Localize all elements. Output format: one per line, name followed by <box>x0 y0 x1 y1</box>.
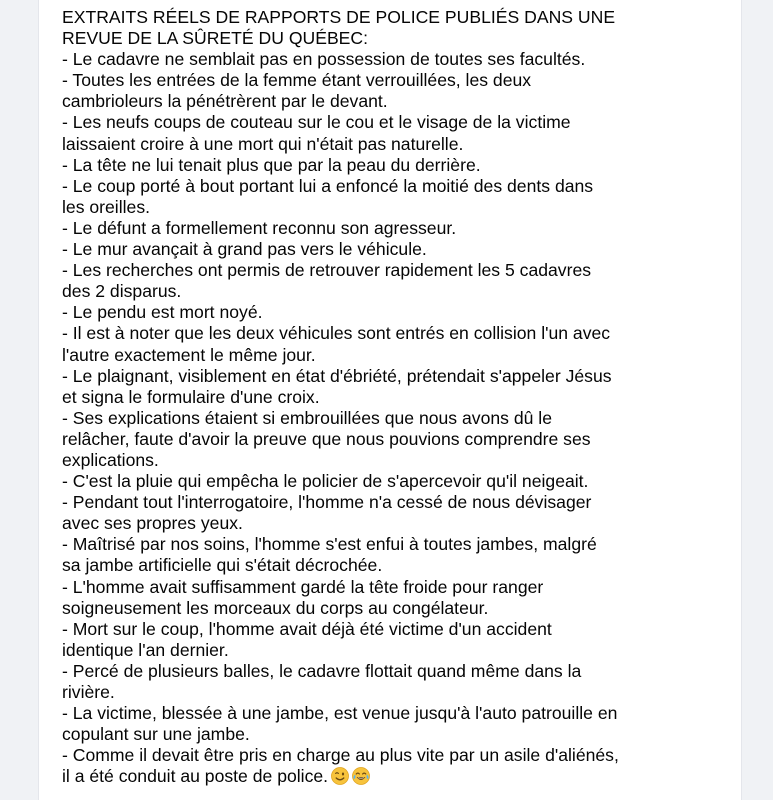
post-line: - Le mur avançait à grand pas vers le véhicule. <box>62 239 427 260</box>
post-line: - Percé de plusieurs balles, le cadavre flottait quand même dans la <box>62 660 582 681</box>
winking-face-icon <box>331 767 349 785</box>
post-text <box>62 7 732 787</box>
post-line: copulant sur une jambe. <box>62 724 250 745</box>
post-line: laissaient croire à une mort qui n'était pas naturelle. <box>62 133 464 154</box>
post-line: - Pendant tout l'interrogatoire, l'homme n'a cessé de nous dévisager <box>62 492 592 513</box>
post-card <box>38 0 742 800</box>
post-line: sa jambe artificielle qui s'était décrochée. <box>62 555 383 576</box>
post-line: relâcher, faute d'avoir la preuve que nous pouvions comprendre ses <box>62 428 591 449</box>
post-line: - Le défunt a formellement reconnu son agresseur. <box>62 217 457 238</box>
post-line: - Ses explications étaient si embrouillées que nous avons dû le <box>62 407 552 428</box>
post-line: - L'homme avait suffisamment gardé la tête froide pour ranger <box>62 576 544 597</box>
post-last-line <box>62 766 732 787</box>
tears-of-joy-icon <box>352 767 370 785</box>
post-line: - Les neufs coups de couteau sur le cou et le visage de la victime <box>62 112 571 133</box>
post-line: - Les recherches ont permis de retrouver rapidement les 5 cadavres <box>62 260 592 281</box>
post-line: soigneusement les morceaux du corps au congélateur. <box>62 597 489 618</box>
post-line: des 2 disparus. <box>62 281 182 302</box>
post-line: - Le pendu est mort noyé. <box>62 302 263 323</box>
post-line: - C'est la pluie qui empêcha le policier de s'apercevoir qu'il neigeait. <box>62 471 589 492</box>
post-line: cambrioleurs la pénétrèrent par le devant. <box>62 91 388 112</box>
post-title-line: REVUE DE LA SÛRETÉ DU QUÉBEC: <box>62 28 369 49</box>
post-line: - Le plaignant, visiblement en état d'ébriété, prétendait s'appeler Jésus <box>62 365 612 386</box>
post-line: - Le cadavre ne semblait pas en possession de toutes ses facultés. <box>62 49 586 70</box>
post-line: - Comme il devait être pris en charge au plus vite par un asile d'aliénés, <box>62 745 619 766</box>
post-last-line-text: il a été conduit au poste de police. <box>62 766 329 787</box>
post-line: - La victime, blessée à une jambe, est venue jusqu'à l'auto patrouille en <box>62 703 618 724</box>
post-line: - Il est à noter que les deux véhicules sont entrés en collision l'un avec <box>62 323 611 344</box>
post-line: rivière. <box>62 682 115 702</box>
post-line: l'autre exactement le même jour. <box>62 344 316 365</box>
post-line: - Maîtrisé par nos soins, l'homme s'est enfui à toutes jambes, malgré <box>62 534 597 555</box>
post-line: et signa le formulaire d'une croix. <box>62 386 320 407</box>
post-line: - Le coup porté à bout portant lui a enfoncé la moitié des dents dans <box>62 175 594 196</box>
post-line: - La tête ne lui tenait plus que par la peau du derrière. <box>62 154 481 175</box>
post-line: les oreilles. <box>62 196 151 217</box>
post-line: identique l'an dernier. <box>62 639 229 660</box>
post-line: - Mort sur le coup, l'homme avait déjà été victime d'un accident <box>62 618 552 639</box>
post-line: - Toutes les entrées de la femme étant verrouillées, les deux <box>62 70 532 91</box>
post-line: explications. <box>62 449 159 470</box>
post-line: avec ses propres yeux. <box>62 513 243 534</box>
post-title-line: EXTRAITS RÉELS DE RAPPORTS DE POLICE PUBLIÉS DANS UNE <box>62 7 616 27</box>
